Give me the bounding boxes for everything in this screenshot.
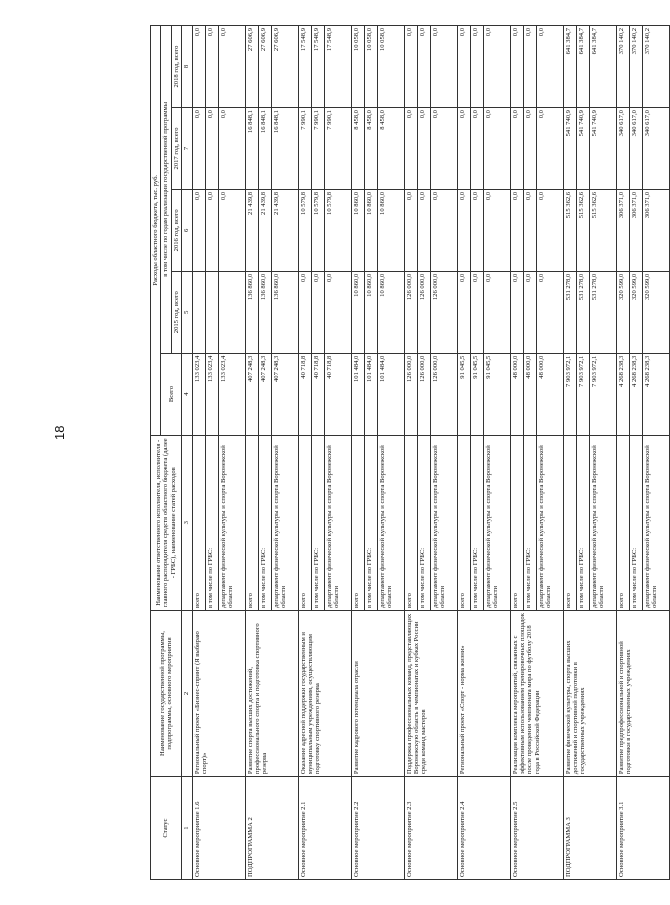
program-name-cell: Оказание адресной поддержки государственным и муниципальным учреждениям, осуществляющим подготовку спортивного резерва	[298, 610, 351, 776]
header-2017: 2017 год, всего	[171, 108, 181, 190]
header-col-number: 2	[182, 610, 192, 776]
total-cell: 7 903 972,1	[563, 353, 576, 435]
program-name-cell: Поддержка профессиональных команд, представляющих Воронежскую область в чемпионатах и кубках России среди команд мастеров	[404, 610, 457, 776]
year-value-cell: 126 000,0	[430, 271, 457, 353]
year-value-cell: 10 058,0	[351, 26, 364, 108]
year-value-cell: 641 384,7	[589, 26, 616, 108]
header-by-year: в том числе по годам реализации государственной программы	[161, 26, 171, 354]
year-value-cell: 10 579,8	[311, 189, 324, 271]
year-value-cell: 0,0	[404, 108, 417, 190]
total-cell: 91 045,5	[470, 353, 483, 435]
year-value-cell: 7 990,1	[311, 108, 324, 190]
program-name-cell: Развитие кадрового потенциала отрасли	[351, 610, 404, 776]
year-value-cell: 0,0	[523, 189, 536, 271]
year-value-cell: 340 617,0	[616, 108, 629, 190]
total-cell: 126 000,0	[404, 353, 417, 435]
year-value-cell: 0,0	[192, 189, 205, 271]
year-value-cell: 0,0	[523, 26, 536, 108]
executor-cell: департамент физической культуры и спорта Воронежской области	[218, 435, 245, 610]
year-value-cell: 27 606,9	[271, 26, 298, 108]
year-value-cell: 0,0	[483, 108, 510, 190]
year-value-cell: 7 990,1	[298, 108, 311, 190]
year-value-cell: 541 740,9	[563, 108, 576, 190]
year-value-cell: 0,0	[192, 26, 205, 108]
rotated-table-wrapper	[150, 25, 658, 880]
executor-cell: в том числе по ГРБС:	[576, 435, 589, 610]
header-name: Наименование государственной программы, подпрограммы, основного мероприятия	[151, 610, 182, 776]
year-value-cell: 0,0	[510, 26, 523, 108]
year-value-cell: 531 278,0	[576, 271, 589, 353]
year-value-cell: 7 990,1	[324, 108, 351, 190]
table-row	[298, 26, 311, 880]
year-value-cell: 340 617,0	[642, 108, 669, 190]
header-executor: Наименование ответственного исполнителя, исполнителя - главного распорядителя средств областного бюджета (далее - ГРБС), наименование статей расходов	[151, 435, 182, 610]
year-value-cell: 0,0	[457, 189, 470, 271]
year-value-cell: 0,0	[404, 26, 417, 108]
total-cell: 101 484,0	[364, 353, 377, 435]
status-cell: Основное мероприятие 2.5	[510, 777, 563, 880]
year-value-cell: 0,0	[523, 271, 536, 353]
year-value-cell: 515 362,6	[563, 189, 576, 271]
table-row	[457, 26, 470, 880]
executor-cell: всего	[510, 435, 523, 610]
year-value-cell: 0,0	[536, 108, 563, 190]
total-cell: 126 000,0	[417, 353, 430, 435]
total-cell: 126 000,0	[430, 353, 457, 435]
year-value-cell: 320 599,0	[642, 271, 669, 353]
program-name-cell: Региональный проект «Спорт - норма жизни»	[457, 610, 510, 776]
header-col-number: 3	[182, 435, 192, 610]
year-value-cell: 340 617,0	[629, 108, 642, 190]
year-value-cell: 370 140,2	[629, 26, 642, 108]
year-value-cell: 136 860,0	[271, 271, 298, 353]
year-value-cell: 10 860,0	[377, 189, 404, 271]
year-value-cell: 515 362,6	[589, 189, 616, 271]
executor-cell: департамент физической культуры и спорта Воронежской области	[324, 435, 351, 610]
executor-cell: в том числе по ГРБС:	[417, 435, 430, 610]
status-cell: ПОДПРОГРАММА 2	[245, 777, 298, 880]
year-value-cell: 0,0	[430, 108, 457, 190]
year-value-cell: 0,0	[430, 26, 457, 108]
table-row	[351, 26, 364, 880]
total-cell: 407 248,3	[271, 353, 298, 435]
total-cell: 48 000,0	[510, 353, 523, 435]
year-value-cell: 0,0	[470, 271, 483, 353]
total-cell: 101 484,0	[377, 353, 404, 435]
year-value-cell: 0,0	[218, 108, 245, 190]
year-value-cell: 641 384,7	[563, 26, 576, 108]
status-cell: Основное мероприятие 2.4	[457, 777, 510, 880]
year-value-cell: 531 278,0	[589, 271, 616, 353]
year-value-cell: 320 599,0	[629, 271, 642, 353]
header-col-number: 4	[182, 353, 192, 435]
year-value-cell	[205, 271, 218, 353]
total-cell: 40 718,8	[324, 353, 351, 435]
total-cell: 4 268 238,3	[642, 353, 669, 435]
year-value-cell: 0,0	[218, 189, 245, 271]
year-value-cell: 0,0	[536, 26, 563, 108]
total-cell: 133 023,4	[218, 353, 245, 435]
year-value-cell: 10 860,0	[351, 271, 364, 353]
status-cell: ПОДПРОГРАММА 3	[563, 777, 616, 880]
year-value-cell: 0,0	[417, 108, 430, 190]
year-value-cell: 0,0	[205, 108, 218, 190]
header-total: Всего	[161, 353, 182, 435]
year-value-cell: 8 458,0	[364, 108, 377, 190]
year-value-cell: 0,0	[417, 26, 430, 108]
total-cell: 48 000,0	[523, 353, 536, 435]
year-value-cell: 0,0	[457, 26, 470, 108]
year-value-cell: 0,0	[510, 271, 523, 353]
total-cell: 40 718,8	[311, 353, 324, 435]
year-value-cell: 0,0	[311, 271, 324, 353]
year-value-cell: 641 384,7	[576, 26, 589, 108]
total-cell: 4 268 238,3	[616, 353, 629, 435]
table-row	[245, 26, 258, 880]
year-value-cell: 0,0	[298, 271, 311, 353]
executor-cell: в том числе по ГРБС:	[629, 435, 642, 610]
year-value-cell: 0,0	[483, 271, 510, 353]
table-row	[404, 26, 417, 880]
year-value-cell: 10 579,8	[324, 189, 351, 271]
header-col-number: 5	[182, 271, 192, 353]
year-value-cell: 370 140,2	[616, 26, 629, 108]
executor-cell: в том числе по ГРБС:	[205, 435, 218, 610]
total-cell: 40 718,8	[298, 353, 311, 435]
table-row	[616, 26, 629, 880]
total-cell: 91 045,5	[457, 353, 470, 435]
year-value-cell: 541 740,9	[576, 108, 589, 190]
year-value-cell: 21 439,8	[258, 189, 271, 271]
header-col-number: 8	[182, 26, 192, 108]
executor-cell: всего	[404, 435, 417, 610]
year-value-cell: 0,0	[510, 189, 523, 271]
year-value-cell: 17 548,9	[311, 26, 324, 108]
year-value-cell: 16 848,1	[245, 108, 258, 190]
total-cell: 7 903 972,1	[589, 353, 616, 435]
year-value-cell: 21 439,8	[271, 189, 298, 271]
program-name-cell: Развитие физической культуры, спорта высших достижений и спортивной подготовки в государственных учреждениях	[563, 610, 616, 776]
year-value-cell: 136 860,0	[258, 271, 271, 353]
executor-cell: всего	[616, 435, 629, 610]
year-value-cell	[218, 271, 245, 353]
page-number: 18	[52, 425, 67, 440]
year-value-cell: 16 848,1	[258, 108, 271, 190]
executor-cell: всего	[563, 435, 576, 610]
table-row	[192, 26, 205, 880]
year-value-cell: 306 371,0	[629, 189, 642, 271]
total-cell: 133 023,4	[205, 353, 218, 435]
program-name-cell: Развитие предпрофессиональной и спортивной подготовки в государственных учреждениях	[616, 610, 669, 776]
year-value-cell: 0,0	[457, 108, 470, 190]
table-header	[151, 26, 193, 880]
year-value-cell: 0,0	[510, 108, 523, 190]
table-row	[563, 26, 576, 880]
program-name-cell: Развитие спорта высших достижений, профессионального спорта и подготовка спортивного резерва	[245, 610, 298, 776]
year-value-cell: 10 860,0	[364, 271, 377, 353]
year-value-cell: 126 000,0	[404, 271, 417, 353]
year-value-cell: 0,0	[218, 26, 245, 108]
executor-cell: всего	[298, 435, 311, 610]
year-value-cell: 27 606,9	[245, 26, 258, 108]
year-value-cell: 8 458,0	[351, 108, 364, 190]
executor-cell: в том числе по ГРБС:	[470, 435, 483, 610]
year-value-cell: 0,0	[192, 108, 205, 190]
header-2015: 2015 год, всего	[171, 271, 181, 353]
year-value-cell: 0,0	[470, 26, 483, 108]
year-value-cell: 306 371,0	[642, 189, 669, 271]
total-cell: 407 248,3	[258, 353, 271, 435]
status-cell: Основное мероприятие 3.1	[616, 777, 669, 880]
executor-cell: в том числе по ГРБС:	[258, 435, 271, 610]
status-cell: Основное мероприятие 2.1	[298, 777, 351, 880]
year-value-cell: 0,0	[404, 189, 417, 271]
total-cell: 101 484,0	[351, 353, 364, 435]
year-value-cell: 531 278,0	[563, 271, 576, 353]
year-value-cell: 0,0	[470, 108, 483, 190]
table-row	[510, 26, 523, 880]
year-value-cell: 0,0	[483, 189, 510, 271]
year-value-cell: 0,0	[523, 108, 536, 190]
year-value-cell: 10 579,8	[298, 189, 311, 271]
budget-table	[150, 25, 670, 880]
total-cell: 133 023,4	[192, 353, 205, 435]
year-value-cell: 0,0	[417, 189, 430, 271]
program-name-cell: Региональный проект «Бизнес-спринт (Я выбираю спорт)»	[192, 610, 245, 776]
year-value-cell: 17 548,9	[298, 26, 311, 108]
program-name-cell: Реализация комплекса мероприятий, связанных с эффективным использованием тренировочных площадок после проведения чемпионата мира по футболу 2018 года в Российской Федерации	[510, 610, 563, 776]
total-cell: 407 248,3	[245, 353, 258, 435]
executor-cell: департамент физической культуры и спорта Воронежской области	[483, 435, 510, 610]
year-value-cell: 126 000,0	[417, 271, 430, 353]
year-value-cell: 27 606,9	[258, 26, 271, 108]
year-value-cell: 10 058,0	[377, 26, 404, 108]
executor-cell: департамент физической культуры и спорта Воронежской области	[642, 435, 669, 610]
total-cell: 91 045,5	[483, 353, 510, 435]
table-body	[192, 26, 669, 880]
executor-cell: департамент физической культуры и спорта Воронежской области	[536, 435, 563, 610]
header-col-number: 7	[182, 108, 192, 190]
executor-cell: всего	[192, 435, 205, 610]
header-status: Статус	[151, 777, 182, 880]
total-cell: 4 268 238,3	[629, 353, 642, 435]
year-value-cell: 0,0	[536, 189, 563, 271]
header-col-number: 6	[182, 189, 192, 271]
executor-cell: в том числе по ГРБС:	[523, 435, 536, 610]
year-value-cell: 0,0	[457, 271, 470, 353]
year-value-cell: 10 860,0	[351, 189, 364, 271]
year-value-cell: 16 848,1	[271, 108, 298, 190]
executor-cell: в том числе по ГРБС:	[364, 435, 377, 610]
total-cell: 7 903 972,1	[576, 353, 589, 435]
year-value-cell: 541 740,9	[589, 108, 616, 190]
executor-cell: департамент физической культуры и спорта Воронежской области	[589, 435, 616, 610]
header-2018: 2018 год, всего	[171, 26, 181, 108]
status-cell: Основное мероприятие 2.2	[351, 777, 404, 880]
year-value-cell: 515 362,6	[576, 189, 589, 271]
status-cell: Основное мероприятие 1.6	[192, 777, 245, 880]
year-value-cell: 370 140,2	[642, 26, 669, 108]
year-value-cell: 10 860,0	[377, 271, 404, 353]
year-value-cell: 8 458,0	[377, 108, 404, 190]
year-value-cell: 10 058,0	[364, 26, 377, 108]
executor-cell: в том числе по ГРБС:	[311, 435, 324, 610]
year-value-cell: 17 548,9	[324, 26, 351, 108]
executor-cell: всего	[245, 435, 258, 610]
year-value-cell	[192, 271, 205, 353]
executor-cell: департамент физической культуры и спорта Воронежской области	[271, 435, 298, 610]
year-value-cell: 136 860,0	[245, 271, 258, 353]
header-budget-group: Расходы областного бюджета, тыс. руб.	[151, 26, 161, 436]
executor-cell: всего	[351, 435, 364, 610]
year-value-cell: 21 439,8	[245, 189, 258, 271]
year-value-cell: 0,0	[205, 26, 218, 108]
year-value-cell: 0,0	[483, 26, 510, 108]
year-value-cell: 320 599,0	[616, 271, 629, 353]
executor-cell: всего	[457, 435, 470, 610]
executor-cell: департамент физической культуры и спорта Воронежской области	[430, 435, 457, 610]
year-value-cell: 306 371,0	[616, 189, 629, 271]
year-value-cell: 0,0	[324, 271, 351, 353]
year-value-cell: 10 860,0	[364, 189, 377, 271]
executor-cell: департамент физической культуры и спорта Воронежской области	[377, 435, 404, 610]
year-value-cell: 0,0	[205, 189, 218, 271]
header-col-number: 1	[182, 777, 192, 880]
header-2016: 2016 год, всего	[171, 189, 181, 271]
year-value-cell: 0,0	[430, 189, 457, 271]
year-value-cell: 0,0	[470, 189, 483, 271]
total-cell: 48 000,0	[536, 353, 563, 435]
status-cell: Основное мероприятие 2.3	[404, 777, 457, 880]
year-value-cell: 0,0	[536, 271, 563, 353]
